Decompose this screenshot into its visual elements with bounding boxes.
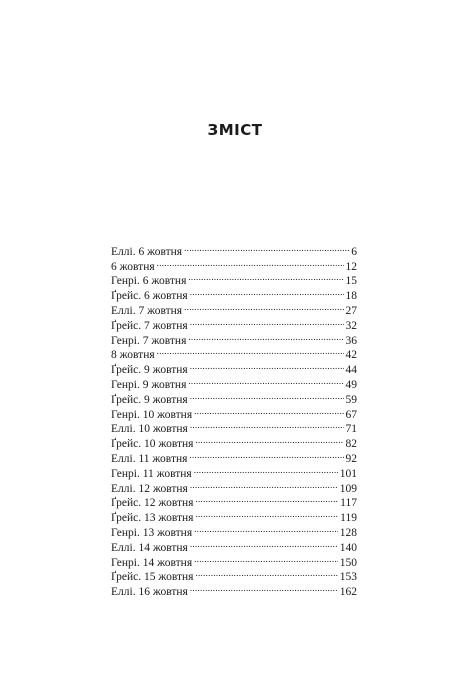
toc-entry-page-number: 6 xyxy=(351,245,357,258)
dot-leader xyxy=(190,284,344,299)
toc-entry-page-number: 32 xyxy=(345,319,357,332)
dot-leader xyxy=(195,492,338,507)
toc-entry-label: Ґрейс. 15 жовтня xyxy=(111,571,194,584)
toc-entry-label: Еллі. 12 жовтня xyxy=(111,482,188,495)
dot-leader xyxy=(194,551,338,566)
toc-entry-page-number: 109 xyxy=(339,482,357,495)
toc-entry-page-number: 15 xyxy=(345,275,357,288)
dot-leader xyxy=(189,447,343,462)
toc-entry-page-number: 119 xyxy=(340,512,357,525)
dot-leader xyxy=(188,329,343,344)
dot-leader xyxy=(190,358,344,373)
toc-entry-label: Еллі. 7 жовтня xyxy=(111,304,183,317)
toc-entry-page-number: 59 xyxy=(345,393,357,406)
toc-entry-label: 8 жовтня xyxy=(111,349,155,362)
toc-entry-label: Ґрейс. 9 жовтня xyxy=(111,393,188,406)
toc-entry-label: Ґрейс. 12 жовтня xyxy=(111,497,194,510)
toc-entry-page-number: 117 xyxy=(340,497,357,510)
dot-leader xyxy=(190,388,344,403)
dot-leader xyxy=(195,432,343,447)
dot-leader xyxy=(190,477,338,492)
toc-entry-page-number: 71 xyxy=(345,423,357,436)
toc-entry-label: Ґрейс. 9 жовтня xyxy=(111,364,188,377)
toc-entry-page-number: 140 xyxy=(339,541,357,554)
toc-entry-page-number: 27 xyxy=(345,304,357,317)
dot-leader xyxy=(188,373,343,388)
dot-leader xyxy=(157,344,344,359)
toc-entry-label: Генрі. 7 жовтня xyxy=(111,334,187,347)
dot-leader xyxy=(184,299,343,314)
toc-entry-label: Еллі. 11 жовтня xyxy=(111,452,188,465)
toc-entry-page-number: 150 xyxy=(339,556,357,569)
toc-entry-label: 6 жовтня xyxy=(111,260,155,273)
toc-entry-page-number: 92 xyxy=(345,452,357,465)
toc-entry-page-number: 49 xyxy=(345,378,357,391)
table-of-contents xyxy=(111,240,357,599)
dot-leader xyxy=(190,580,338,595)
page-title: ЗМІСТ xyxy=(207,121,263,139)
toc-entry-page-number: 67 xyxy=(345,408,357,421)
toc-entry-page-number: 82 xyxy=(345,438,357,451)
toc-entry-label: Генрі. 10 жовтня xyxy=(111,408,193,421)
dot-leader xyxy=(190,418,344,433)
toc-entry-label: Генрі. 11 жовтня xyxy=(111,467,192,480)
dot-leader xyxy=(157,255,344,270)
toc-entry-page-number: 162 xyxy=(339,586,357,599)
toc-entry-page-number: 153 xyxy=(339,571,357,584)
toc-entry-label: Генрі. 6 жовтня xyxy=(111,275,187,288)
dot-leader xyxy=(195,566,337,581)
dot-leader xyxy=(190,314,344,329)
toc-entry-label: Ґрейс. 10 жовтня xyxy=(111,438,194,451)
toc-entry-page-number: 128 xyxy=(339,526,357,539)
dot-leader xyxy=(188,270,343,285)
toc-entry-label: Еллі. 16 жовтня xyxy=(111,586,188,599)
dot-leader xyxy=(195,506,338,521)
toc-entry-label: Ґрейс. 6 жовтня xyxy=(111,290,188,303)
toc-entry-label: Еллі. 6 жовтня xyxy=(111,245,183,258)
toc-entry-page-number: 36 xyxy=(345,334,357,347)
toc-entry-page-number: 42 xyxy=(345,349,357,362)
toc-entry xyxy=(111,240,357,258)
toc-entry-page-number: 44 xyxy=(345,364,357,377)
toc-entry-page-number: 101 xyxy=(339,467,357,480)
toc-entry-label: Ґрейс. 7 жовтня xyxy=(111,319,188,332)
toc-entry-label: Генрі. 14 жовтня xyxy=(111,556,193,569)
dot-leader xyxy=(194,462,338,477)
toc-entry-label: Ґрейс. 13 жовтня xyxy=(111,512,194,525)
toc-entry-label: Генрі. 13 жовтня xyxy=(111,526,193,539)
toc-entry-label: Генрі. 9 жовтня xyxy=(111,378,187,391)
dot-leader xyxy=(194,521,338,536)
toc-entry-label: Еллі. 10 жовтня xyxy=(111,423,188,436)
toc-entry-page-number: 12 xyxy=(345,260,357,273)
dot-leader xyxy=(184,240,349,255)
toc-entry-label: Еллі. 14 жовтня xyxy=(111,541,188,554)
toc-entry-page-number: 18 xyxy=(345,290,357,303)
dot-leader xyxy=(190,536,338,551)
dot-leader xyxy=(194,403,343,418)
